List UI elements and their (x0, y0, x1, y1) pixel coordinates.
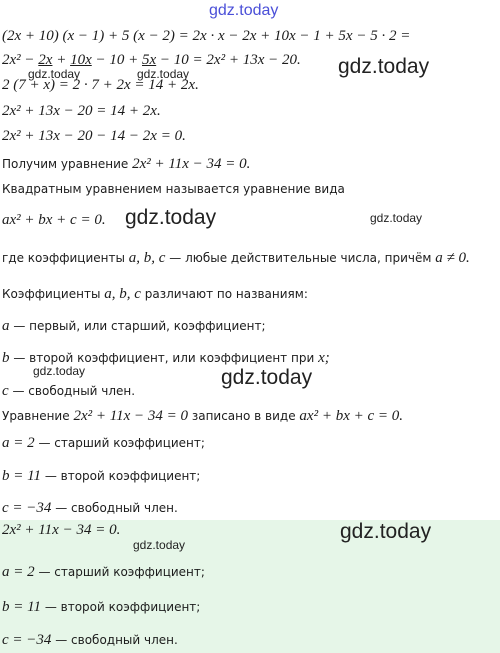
app-a-text: — старший коэффициент; (34, 436, 205, 450)
step2-part: − 10 + (91, 52, 142, 68)
result-equation: 2x² + 11x − 34 = 0. (132, 156, 251, 172)
solution-result (2, 153, 250, 173)
app-form: ax² + bx + c = 0. (299, 408, 404, 424)
coef-c-line (2, 380, 135, 400)
app-text: записано в виде (188, 409, 300, 423)
where-rest: — любые действительные числа, причём (165, 251, 436, 265)
where-condition: a ≠ 0. (435, 250, 470, 266)
solution-step-4: 2x² + 13x − 20 = 14 + 2x. (2, 103, 161, 119)
app-a-line (2, 432, 205, 452)
app-c-text: — свободный член. (51, 501, 178, 515)
answer-b-text: — второй коэффициент; (41, 600, 201, 614)
step2-part: 2x² − (2, 52, 39, 68)
watermark: gdz.today (137, 67, 190, 81)
step2-part: − 10 = 2x² + 13x − 20. (156, 52, 301, 68)
app-text: Уравнение (2, 409, 74, 423)
answer-c-text: — свободный член. (51, 633, 178, 647)
coef-a-var: a (2, 318, 10, 334)
answer-c-line (2, 629, 178, 649)
theory-general-form: ax² + bx + c = 0. (2, 212, 106, 228)
coef-c-text: — свободный член. (8, 384, 136, 398)
theory-where (2, 247, 470, 267)
answer-a-text: — старший коэффициент; (34, 565, 205, 579)
watermark: gdz.today (133, 538, 186, 552)
watermark: gdz.today (340, 520, 432, 543)
solution-step-5: 2x² + 13x − 20 − 14 − 2x = 0. (2, 128, 186, 144)
app-c-val: c = −34 (2, 500, 52, 516)
solution-step-1: (2x + 10) (x − 1) + 5 (x − 2) = 2x · x − 2x + 10x − 1 + 5x − 5 · 2 = (2, 28, 411, 44)
step2-underlined: 2x (38, 52, 53, 68)
watermark: gdz.today (370, 211, 423, 225)
watermark: gdz.today (28, 67, 81, 81)
step2-underlined: 5x (142, 52, 157, 68)
answer-b-val: b = 11 (2, 599, 42, 615)
application-line (2, 405, 403, 425)
watermark: gdz.today (338, 55, 430, 78)
coef-c-var: c (2, 383, 9, 399)
coef-b-x: x; (318, 350, 330, 366)
coef-a-text: — первый, или старший, коэффициент; (9, 319, 266, 333)
answer-equation: 2x² + 11x − 34 = 0. (2, 522, 121, 538)
result-text: Получим уравнение (2, 157, 133, 171)
app-c-line (2, 497, 178, 517)
app-b-val: b = 11 (2, 468, 42, 484)
app-equation: 2x² + 11x − 34 = 0 (73, 408, 189, 424)
theory-names (2, 283, 308, 303)
coef-b-text: — второй коэффициент, или коэффициент при (9, 351, 319, 365)
names-text: различают по названиям: (140, 287, 308, 301)
answer-b-line (2, 596, 200, 616)
answer-c-val: c = −34 (2, 632, 52, 648)
names-text: Коэффициенты (2, 287, 105, 301)
solution-step-3: 2 (7 + x) = 2 · 7 + 2x = 14 + 2x. (2, 77, 199, 93)
where-vars: a, b, c (128, 250, 166, 266)
theory-definition: Квадратным уравнением называется уравнение вида (2, 182, 345, 196)
step2-part: + (52, 52, 71, 68)
answer-a-line (2, 561, 205, 581)
answer-a-val: a = 2 (2, 564, 35, 580)
site-brand: gdz.today (209, 2, 279, 19)
coef-b-var: b (2, 350, 10, 366)
step2-underlined: 10x (70, 52, 92, 68)
watermark: gdz.today (125, 206, 217, 229)
app-b-line (2, 465, 200, 485)
watermark: gdz.today (33, 364, 86, 378)
coef-a-line (2, 315, 266, 335)
watermark: gdz.today (221, 366, 313, 389)
app-a-val: a = 2 (2, 435, 35, 451)
names-vars: a, b, c (104, 286, 141, 302)
where-text: где коэффициенты (2, 251, 129, 265)
app-b-text: — второй коэффициент; (41, 469, 201, 483)
